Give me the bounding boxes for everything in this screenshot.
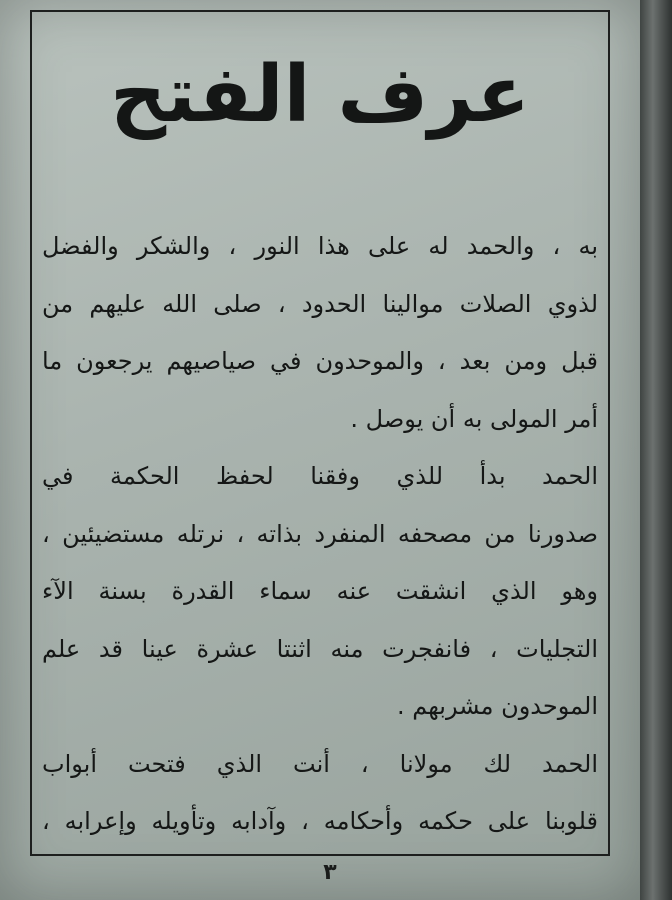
page-number: ٣ — [323, 860, 337, 885]
text-line: التجليات ، فانفجرت منه اثنتا عشرة عينا قد علم — [42, 634, 598, 663]
text-line: أمر المولى به أن يوصل . — [350, 404, 598, 433]
text-line: الحمد لك مولانا ، أنت الذي فتحت أبواب — [42, 749, 598, 778]
book-spine-shadow — [640, 0, 672, 900]
text-line: قبل ومن بعد ، والموحدون في صياصيهم يرجعون ما — [42, 347, 598, 375]
text-line: الحمد بدأ للذي وفقنا لحفظ الحكمة في — [42, 462, 598, 490]
text-line: به ، والحمد له على هذا النور ، والشكر والفضل — [42, 232, 598, 260]
text-line: الموحدون مشربهم . — [396, 692, 598, 720]
text-line: لذوي الصلات موالينا الحدود ، صلى الله عليهم من — [42, 289, 598, 318]
text-line: قلوبنا على حكمه وأحكامه ، وآدابه وتأويله وإعرابه ، — [42, 807, 598, 835]
page-title: عرف الفتح — [110, 50, 530, 140]
body-text — [42, 218, 598, 851]
text-line: وهو الذي انشقت عنه سماء القدرة بسنة الآء — [42, 577, 598, 605]
text-line: صدورنا من مصحفه المنفرد بذاته ، نرتله مستضيئين ، — [42, 519, 598, 548]
